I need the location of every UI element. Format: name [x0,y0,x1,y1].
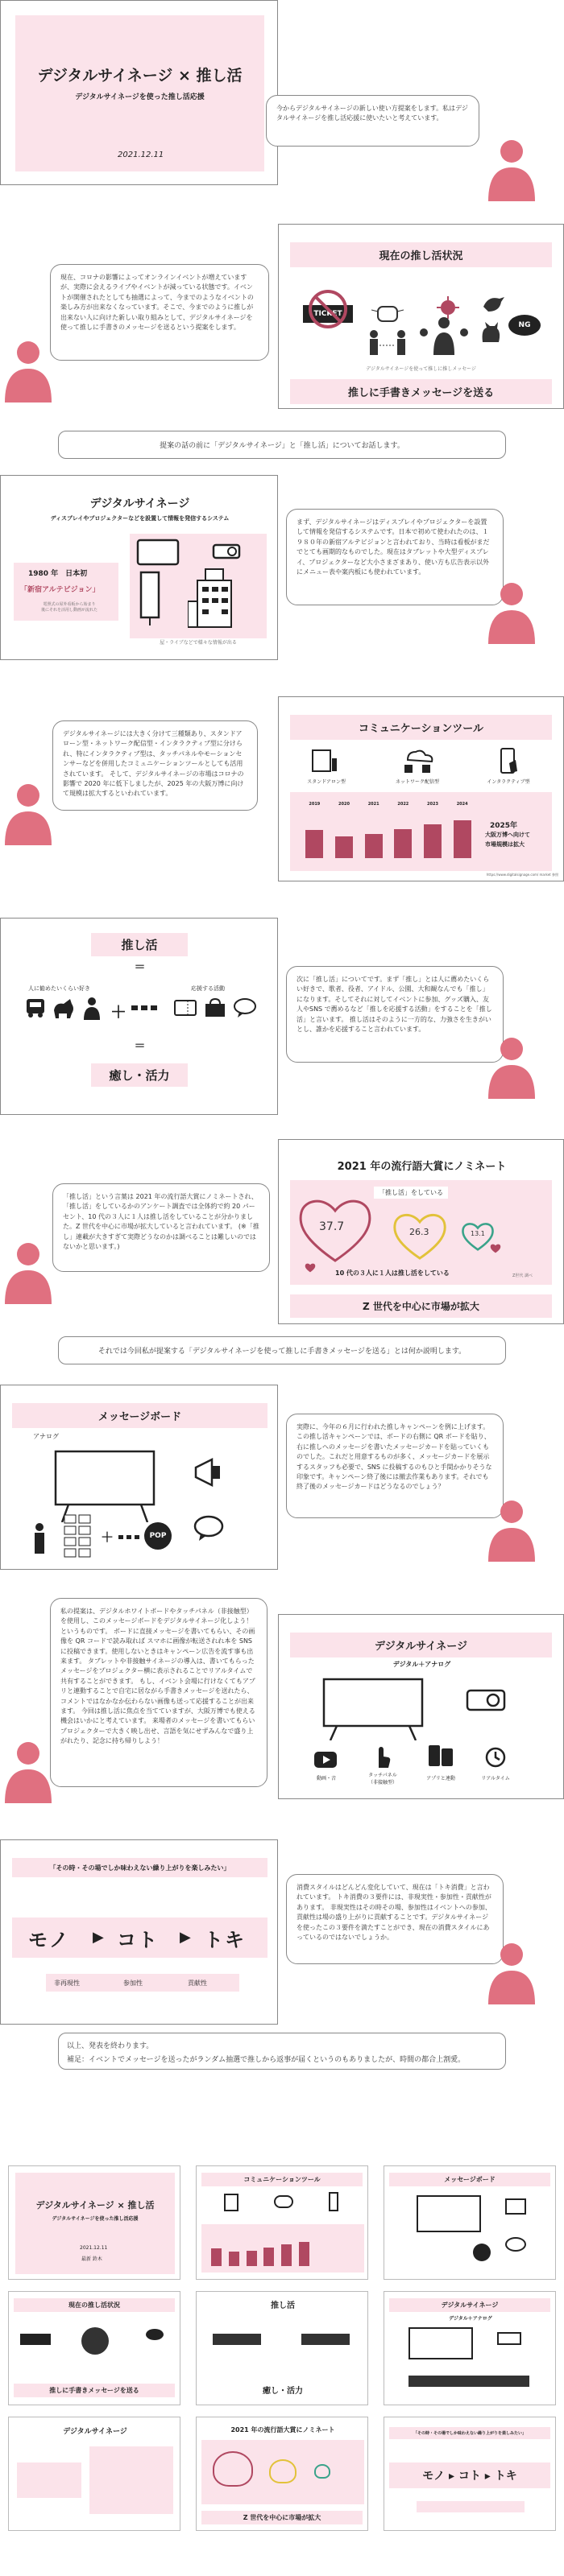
stat-value-1: 37.7 [319,1220,345,1233]
thumbnail-message-board [384,2165,556,2280]
market-note-year: 2025年 [490,822,518,830]
thumb-megaphone-icon [505,2198,526,2215]
slide-heading: デジタルサイネージ [89,497,190,510]
projector-icon [212,540,244,561]
thumb-date: 2021.12.11 [80,2245,108,2251]
thumb-bar-chart [208,2232,313,2266]
market-bar-2024 [454,820,471,859]
thumbnail-oshikatsu [196,2291,368,2405]
arrow-icon: ▶ [180,1929,191,1946]
thumb-conclusion: Z 世代を中心に市場が拡大 [201,2511,363,2524]
market-bar-2023 [281,2244,292,2266]
person-icon [31,1522,48,1554]
word-koto: コト [117,1929,159,1951]
feature-label-app: アプリと連動 [426,1776,455,1781]
thumb-device-panel [89,2446,173,2514]
presenter-icon [0,1240,56,1304]
word-toki: トキ [204,1929,246,1951]
slide-heading: 推し活 [91,933,188,956]
consumer-quote: 「その時・その場でしか味わえない繰り上がりを楽しみたい」 [49,1864,230,1872]
thumb-conclusion: 推しに手書きメッセージを送る [14,2384,175,2397]
label-support: 応援する活動 [191,985,225,992]
presenter-icon [483,1940,540,2004]
market-bar-2022 [263,2248,274,2266]
bird-icon [480,291,506,316]
slide-message-board [0,1385,278,1570]
train-icon [23,997,48,1018]
source-note: https://www.digitalsignage.com/ market 参照 [486,873,558,877]
market-year-label: 2021 [367,802,379,807]
ticket-icon [173,999,197,1017]
thumb-feature-icons [408,2376,529,2387]
slide-heading: コミュニケーションツール [290,715,552,740]
thumb-favorites-icons [213,2334,261,2345]
device-caption: 屋・ライブなどで様々な情報が出る [160,640,237,646]
thumb-heart-icon [314,2464,330,2479]
person-group-icon [416,315,472,355]
history-year: 1980 年 日本初 [28,570,88,578]
plus-sign: ＋ [101,1530,114,1545]
slide-digital-analog [278,1614,564,1799]
touch-hand-icon [372,1745,392,1769]
thumb-cloud-icon [274,2195,293,2208]
thumb-heading: コミュニケーションツール [201,2173,363,2186]
presenter-icon [483,1497,540,1562]
presenter-icon [483,580,540,644]
thumb-pop-icon [473,2244,491,2261]
standalone-icon [311,749,338,773]
thumb-history-box [17,2462,81,2498]
slide-heading: デジタルサイネージ [290,1633,552,1657]
plus-sign: ＋ [110,1002,126,1022]
market-year-label: 2022 [397,802,409,807]
page-title: デジタルサイネージ × 推し活 [37,67,243,85]
cat-icon [479,320,503,344]
market-note-line1: 大阪万博へ向けて [485,832,530,838]
thumb-chat-icon [505,2237,526,2252]
speech-bubble-signage: まず、デジタルサイネージはディスプレイやプロジェクターを設置して情報を発信するシステムです。日本で初めて使われたのは、１９８０年の新宿アルテビジョンと言われており、当時は看板がまだでとても画期的なものでした。現在はタブレットや大型ディスプレイ、プロジェクターなど大小さまざまあり、使い方も広告表示以外にメニュー表や案内板にも使われています。 [286,509,504,605]
slide-conclusion: 推しに手書きメッセージを送る [290,379,552,404]
thumbnail-digital-analog [384,2291,556,2405]
thumb-title: デジタルサイネージ × 推し活 [35,2200,155,2211]
thumbnail-title [8,2165,180,2280]
speech-bubble-status: 現在、コロナの影響によってオンラインイベントが増えていますが、実際に会えるライブやイベントが減っている状態です。イベントが開催されたとしても抽選によって、今までのようなイベントの楽しみ方が出来なくなっています。そこで、今までのように推しが出来ない人に向けた新しい取り組みとして、デジタルサイネージを使って推しに手書きのメッセージを送るという提案をします。 [50,264,269,361]
slide-conclusion: Z 世代を中心に市場が拡大 [290,1294,552,1318]
thumb-requirement-band [417,2501,525,2512]
slide-subheading: アナログ [33,1433,59,1440]
thumb-author: 最新 鈴木 [81,2256,102,2262]
market-bar-2021 [247,2251,257,2266]
dashes-icon [118,1535,141,1539]
feature-label-realtime: リアルタイム [481,1776,510,1781]
closing-note: 補足：イベントでメッセージを送ったがランダム抽選で推しから返事が届くというのもありましたが、時間の都合上割愛。 [67,2056,466,2064]
market-bar-2022 [394,829,412,858]
interactive-icon [495,747,522,774]
phone-app-icon [427,1744,454,1769]
thumb-conclusion: 癒し・活力 [263,2387,303,2396]
section-intro-banner: 提案の話の前に「デジタルサイネージ」と「推し活」についてお話します。 [58,431,506,459]
slide-caption: デジタルサイネージを使って推しに推しメッセージ [366,366,476,372]
requirement-2: 参加性 [123,1979,143,1987]
slide-title [0,0,278,185]
heart-decor-icon [490,1243,501,1253]
thumb-heart-icon [213,2451,253,2487]
stat-value-3: 13.1 [471,1230,485,1237]
feature-label-touch: タッチパネル （非接触型） [367,1773,397,1785]
requirement-3: 貢献性 [188,1979,207,1987]
card-grid [64,1514,93,1559]
thumb-tablet-icon [329,2192,338,2211]
thumb-words: モノ ▸ コト ▸ トキ [389,2462,550,2488]
person-star-icon [81,996,102,1020]
history-name: 「新宿アルテビジョン」 [20,586,100,594]
thumb-board-icon [417,2195,481,2232]
chat-icon [233,997,257,1018]
speech-bubble-intro: 今からデジタルサイネージの新しい使い方提案をします。私はデジタルサイネージを推し活応援に使いたいと考えています。 [266,95,479,147]
heart-decor-icon [305,1262,316,1273]
label-favorite: 人に勧めたいくらい好き [28,985,90,992]
thumb-heading: デジタルサイネージ [63,2428,127,2436]
presenter-icon [483,1034,540,1099]
thumb-ng-icon [146,2329,164,2340]
slide-heading: 現在の推し活状況 [290,242,552,267]
survey-source: Z世代 調べ [512,1274,533,1278]
market-bar-2019 [305,830,323,858]
slide-heading: メッセージボード [12,1403,267,1428]
thumbnail-toki [384,2417,556,2531]
page-subtitle: デジタルサイネージを使った推し活応援 [75,93,205,101]
speech-bubble-nomination: 「推し活」という言葉は 2021 年の流行語大賞にノミネートされ、「推し活」をしているかのアンケート調査では全体約で約 20 パーセント、10 代の３人に１人は推し活をしていることが分かりました。Z 世代を中心に市場が拡大していると言われています。 (※「推し」連載が大きすぎて実際どうなのかは調べることは難しいのではないかと思います。) [52,1183,270,1272]
market-bar-chart [300,802,477,858]
pop-badge: POP [144,1522,172,1550]
thumb-quote: 「その時・その場でしか味わえない繰り上がりを楽しみたい」 [389,2427,550,2439]
thumb-subheading: デジタル＋アナログ [449,2316,492,2322]
speech-bubble-message-board: 実際に、今年の６月に行われた推しキャンペーンを例に上げます。 この推し活キャンペーンでは、ボードの右側に QR ボードを貼り、右に推しへのメッセージを書いたメッセージカードを貼っていくものでした。これだと用意するものが多く、メッセージカードを展示するスタッフも必要で、SNS に投稿するのもひと手間かかりそうな印象です。キャンペーン終了後には撤去作業もあります。それでも終了後のメッセージカードはどうなるのでしょう？ [286,1414,504,1518]
cloud-network-icon [400,747,435,774]
slide-communication-tool [278,696,564,881]
slide-heading: 2021 年の流行語大賞にノミネート [337,1161,507,1173]
thumbnail-communication [196,2165,368,2280]
megaphone-icon [191,1456,226,1488]
speech-bubble-proposal: 私の提案は、デジタルホワイトボードやタッチパネル（非接触型）を使用し、このメッセージボードをデジタルサイネージ化しよう！というものです。 ボードに直接メッセージを書いてもらい、その画像を QR コードで読み取れば スマホに画像が転送されれ本を SNS に投稿できます。使用しないときはキャンペーン広告を流す事も出来ます。 タブレットや非接触サイネージの導入は、書いてもらったメッセージをプロジェクター横に表示されることでリアルタイムで共有することができます。 もし、イベント会場に行けなくてもアプリと連動することで自宅に居ながら手書きメッセージを送れたら、コメントではなかなか伝わらない画像も送って応援することが出来ます。 今回は推し活に焦点を当てていますが、大阪万博でも使える機会はいかにと考えています。 来場者のメッセージを書いてもらいプロジェクターで大きく映し出せ、言語を気にせずみんなで盛り上がれたり、記念に持ち帰りしよう！ [50,1598,267,1787]
market-year-label: 2019 [309,802,321,807]
requirement-1: 非再現性 [54,1979,80,1987]
thumbnail-nomination [196,2417,368,2531]
thumb-subtitle: デジタルサイネージを使った推し活応援 [52,2216,139,2222]
slide-subheading: デジタル＋アナログ [392,1661,451,1668]
market-bar-2024 [299,2242,309,2266]
slide-conclusion: 癒し・活力 [91,1063,188,1087]
ng-badge: NG [508,315,541,336]
presenter-icon [0,781,56,845]
thumb-heading: 2021 年の流行語大賞にノミネート [230,2426,335,2434]
presenter-icon [0,1739,56,1803]
section-proposal-banner: それでは今回私が提案する「デジタルサイネージを使って推しに手書きメッセージを送る」とは何か説明します。 [58,1336,506,1364]
market-year-label: 2020 [338,802,350,807]
market-year-label: 2024 [456,802,468,807]
video-play-icon [314,1752,337,1768]
thumb-projector-icon [497,2332,521,2345]
thumb-ticket-icon [20,2334,51,2345]
thumb-heart-icon [269,2459,297,2483]
projector-icon [466,1684,509,1713]
slide-digital-signage [0,475,278,660]
stat-value-2: 26.3 [409,1227,429,1237]
slide-nomination [278,1139,564,1324]
thumbnail-current-status [8,2291,180,2405]
market-bar-2020 [229,2252,239,2266]
distance-people-icon [367,328,408,360]
goods-icon [204,997,226,1018]
word-mono: モノ [28,1929,70,1951]
thumb-board-icon [408,2327,473,2359]
presenter-icon [483,137,540,201]
equals-sign: ＝ [134,961,146,974]
speech-bubble-communication: デジタルサイネージには大きく分けて三種類あり、スタンドアローン型・ネットワーク配信型・インタラクティブ型に分けられ、特にインタラクティブ型は、タッチパネルやモーションセンサーなどを併用したコミュニケーションツールとしても活用されています。 そして、デジタルサイネージの市場はコロナの影響で 2020 年に低下しましたが、2025 年の大阪万博に向けて規模は拡大するといわれています。 [52,720,258,811]
dashes-icon [131,1005,160,1010]
thumb-display-icon [224,2194,238,2211]
market-year-label: 2023 [427,802,438,807]
slide-current-status [278,224,564,409]
whiteboard-icon [52,1448,157,1522]
arrow-icon: ▶ [93,1929,104,1946]
market-bar-2019 [211,2248,222,2266]
market-note-line2: 市場規模は拡大 [485,841,525,848]
market-bar-2021 [365,834,383,858]
ticket-icon: TICKET [303,305,353,323]
survey-caption: 10 代の３人に１人は推し活をしている [335,1269,450,1277]
speech-bubble-oshikatsu: 次に「推し活」についてです。まず「推し」とは人に薦めたいくらい好きで、歌者、役者、アイドル、公園、大和観なんでも「推し」になります。そしてそれに対してイベントに参加、グッズ購入、友人やSNS で薦めるなど「推しを応援する活動」をすることを「推し活」と言います。 推し活はそのように一方的な、力強さを生きがいとし、誰かを応援すること言われています。 [286,966,504,1063]
chat-icon [193,1514,225,1542]
type-label-standalone: スタンドアロン型 [307,779,346,785]
type-label-network: ネットワーク配信型 [395,779,439,785]
thumb-heading: 推し活 [271,2301,295,2310]
equals-sign: ＝ [134,1040,146,1053]
ticket-graphic [297,299,359,331]
feature-label-video: 動画・音 [316,1776,336,1781]
clock-icon [485,1747,506,1768]
tablet-icon [136,539,180,566]
digital-board-icon [321,1676,425,1740]
slide-subheading: ディスプレイやプロジェクターなどを設置して情報を発信するシステム [50,515,230,522]
presenter-icon [0,338,56,402]
survey-label: 「推し活」をしている [374,1187,448,1199]
market-bar-2023 [424,824,442,858]
animal-icon [51,996,77,1020]
slide-toki-consumption [0,1839,278,2025]
mask-icon [371,303,404,324]
thumbnail-digital-signage [8,2417,180,2531]
display-stand-icon [139,571,160,627]
thumb-heading: デジタルサイネージ [389,2298,550,2312]
building-icon [188,566,241,629]
thumb-heading: メッセージボード [389,2173,550,2186]
history-desc: 電照式の屋外看板から始まり 後にそれを活用し動画が流れた [40,602,97,613]
type-label-interactive: インタラクティブ型 [487,779,530,785]
thumb-group-icon [81,2327,109,2355]
closing-banner [58,2033,506,2070]
thumb-heading: 現在の推し活状況 [14,2298,175,2312]
speech-bubble-toki: 消費スタイルはどんどん変化していて、現在は「トキ消費」と言われています。 トキ消費の３要件には、非現実性・参加性・貢献性があります。 非現実性はその時その場、参加性はイベントへの参加、貢献性は場の盛り上がりに貢献することです。デジタルサイネージを使ったこの３要件を満たすことができ、現在の消費スタイルにあっているのではないでしょうか。 [286,1874,504,1964]
thumb-support-icons [301,2334,350,2345]
slide-oshikatsu [0,918,278,1115]
presentation-date: 2021.12.11 [118,151,164,159]
closing-text: 以上、発表を終わります。 [67,2042,154,2050]
market-bar-2020 [335,836,353,859]
